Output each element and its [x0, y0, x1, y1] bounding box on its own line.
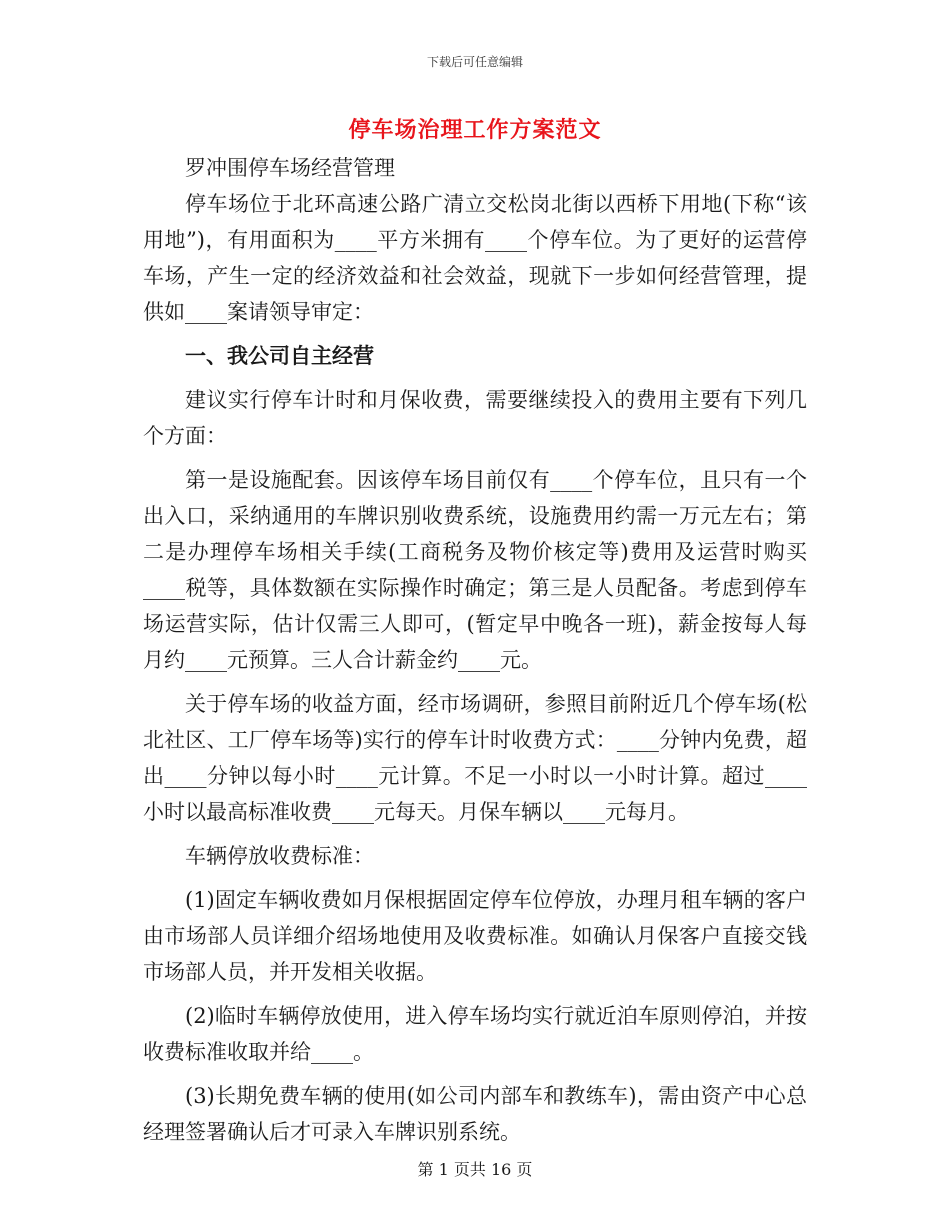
paragraph-item-2: (2)临时车辆停放使用，进入停车场均实行就近泊车原则停泊，并按收费标准收取并给____。: [143, 1004, 807, 1064]
paragraph-item-3: (3)长期免费车辆的使用(如公司内部车和教练车)，需由资产中心总经理签署确认后才可录入车牌识别系统。: [143, 1084, 807, 1144]
paragraph-fee-standard: 车辆停放收费标准：: [185, 844, 374, 868]
paragraph-investment: 建议实行停车计时和月保收费，需要继续投入的费用主要有下列几个方面：: [143, 388, 807, 448]
section-heading: 一、我公司自主经营: [185, 344, 374, 368]
paragraph-subtitle: 罗冲围停车场经营管理: [185, 156, 395, 180]
paragraph-costs: 第一是设施配套。因该停车场目前仅有____个停车位，且只有一个出入口，采纳通用的车牌识别收费系统，设施费用约需一万元左右；第二是办理停车场相关手续(工商税务及物价核定等)费用及运营时购买____税等，具体数额在实际操作时确定；第三是人员配备。考虑到停车场运营实际，估计仅需三人即可，(暂定早中晚各一班)，薪金按每人每月约____元预算。三人合计薪金约____元。: [143, 468, 807, 672]
paragraph-item-1: (1)固定车辆收费如月保根据固定停车位停放，办理月租车辆的客户由市场部人员详细介绍场地使用及收费标准。如确认月保客户直接交钱市场部人员，并开发相关收据。: [143, 888, 807, 984]
header-note: 下载后可任意编辑: [426, 55, 523, 69]
document-body: [143, 150, 807, 1150]
page-number: 第 1 页共 16 页: [417, 1160, 533, 1179]
paragraph-intro: 停车场位于北环高速公路广清立交松岗北街以西桥下用地(下称“该用地”)，有用面积为____平方米拥有____个停车位。为了更好的运营停车场，产生一定的经济效益和社会效益，现就下一步如何经营管理，提供如____案请领导审定：: [143, 192, 807, 324]
document-title: 停车场治理工作方案范文: [348, 118, 602, 143]
paragraph-revenue: 关于停车场的收益方面，经市场调研，参照目前附近几个停车场(松北社区、工厂停车场等)实行的停车计时收费方式：____分钟内免费，超出____分钟以每小时____元计算。不足一小时以一小时计算。超过____小时以最高标准收费____元每天。月保车辆以____元每月。: [143, 692, 807, 824]
